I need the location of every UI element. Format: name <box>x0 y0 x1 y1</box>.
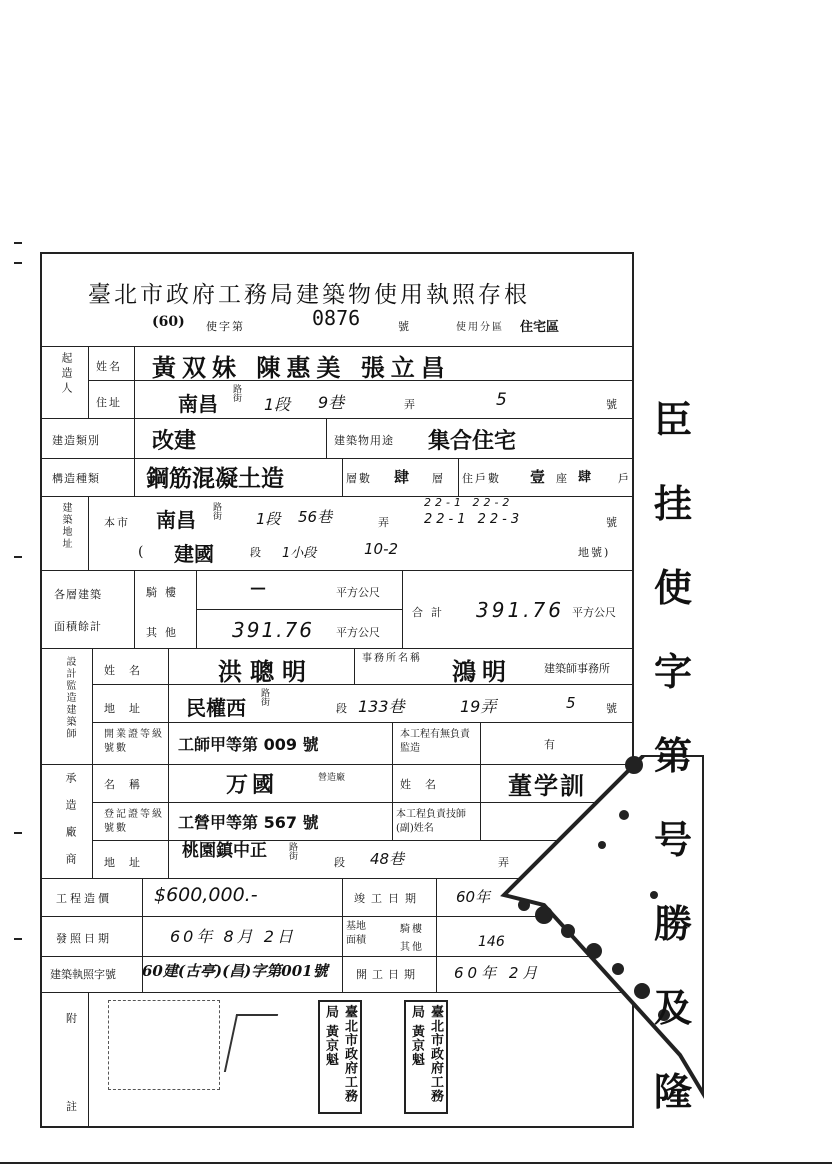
area-other-value: 391.76 <box>232 618 314 642</box>
structure-label: 構造種類 <box>52 472 100 485</box>
designer-office-suffix: 建築師事務所 <box>544 662 610 675</box>
designer-supervise-label: 本工程有無負責監造 <box>400 729 470 754</box>
designer-addr-road: 民權西 <box>186 696 246 720</box>
building-type-value: 改建 <box>152 428 197 454</box>
bleed-through-char: 使 <box>654 565 693 610</box>
rule <box>458 458 459 496</box>
rule <box>354 648 355 684</box>
structure-value: 鋼筋混凝土造 <box>146 465 284 492</box>
applicant-addr-alley: 弄 <box>404 398 417 411</box>
site-lot-district: 建國 <box>174 542 214 566</box>
contractor-addr-road-suffix: 路街 <box>287 842 297 860</box>
rule <box>92 648 93 878</box>
area-total-value: 391.76 <box>476 598 564 622</box>
bottom-rule <box>0 1162 832 1164</box>
applicant-addr-road: 南昌 <box>178 392 218 416</box>
start-date-label: 開工日期 <box>356 968 420 981</box>
start-date-value: 60年 2月 <box>454 964 542 982</box>
issue-label: 發照日期 <box>56 932 112 945</box>
households-label: 住戶數 <box>462 472 501 485</box>
site-lot-close: 地號) <box>578 546 611 559</box>
contractor-addr-section: 段 <box>334 856 347 869</box>
remarks-label-bottom: 註 <box>66 1100 79 1113</box>
site-road-suffix: 路街 <box>211 502 221 520</box>
contractor-person-value: 董学訓 <box>508 771 586 800</box>
contractor-name-label: 名稱 <box>104 778 154 791</box>
seal-box <box>108 1000 220 1090</box>
form-title: 臺北市政府工務局建築物使用執照存根 <box>88 282 530 308</box>
designer-addr-road-suffix: 路街 <box>259 688 269 706</box>
contractor-addr-value: 桃園鎮中正 <box>182 841 267 861</box>
site-lot-number: 10-2 <box>364 540 399 558</box>
designer-addr-alley: 19弄 <box>460 697 497 716</box>
applicant-section-label: 起造人 <box>60 352 73 397</box>
contractor-addr-alley: 弄 <box>498 856 511 869</box>
margin-tick <box>14 242 22 244</box>
rule <box>88 992 89 1126</box>
official-stamp-2: 臺北市政府工務局 黃京魁 <box>404 1000 448 1114</box>
contractor-reg-label: 登記證等級號數 <box>104 809 164 834</box>
building-type-label: 建造類別 <box>52 434 100 447</box>
designer-office-label: 事務所名稱 <box>362 653 422 664</box>
contractor-addr-label: 地址 <box>104 856 154 869</box>
rule <box>42 346 634 347</box>
license-number: 0876 <box>312 306 361 330</box>
contractor-addr-lane: 48巷 <box>370 850 405 868</box>
contractor-name-value: 万國 <box>226 772 279 798</box>
area-total-unit: 平方公尺 <box>572 606 616 619</box>
rule <box>134 570 135 648</box>
margin-tick <box>14 832 22 834</box>
rule <box>88 346 89 418</box>
base-other-label: 其他 <box>400 942 424 953</box>
rule <box>134 418 135 496</box>
bleed-through-char: 号 <box>654 817 693 862</box>
site-lot-section: 段 <box>250 546 263 559</box>
issue-value: 60年 8月 2日 <box>170 927 296 946</box>
site-lot-subsection: 1小段 <box>282 546 317 561</box>
area-arcade-value: — <box>250 578 266 597</box>
rule <box>92 684 634 685</box>
designer-office-value: 鴻明 <box>452 657 512 686</box>
permit-value: 60建(古亭)(昌)字第001號 <box>142 962 328 980</box>
bleed-through-char: 第 <box>654 733 693 778</box>
area-arcade-unit: 平方公尺 <box>336 586 380 599</box>
cost-label: 工程造價 <box>56 892 112 905</box>
designer-reg-value: 工師甲等第 009 號 <box>178 735 319 754</box>
area-total-label: 合計 <box>412 606 450 619</box>
rule <box>196 570 197 648</box>
bleed-through-text <box>654 378 704 1134</box>
zone-value: 住宅區 <box>520 320 560 335</box>
license-suffix: 號 <box>398 320 411 333</box>
year: (60) <box>152 314 185 330</box>
remarks-label-top: 附 <box>66 1012 79 1025</box>
rule <box>196 609 402 610</box>
rule <box>42 418 634 419</box>
rule <box>42 458 634 459</box>
cost-value: $600,000.- <box>154 884 258 906</box>
permit-label: 建築執照字號 <box>50 968 116 981</box>
designer-addr-section: 段 <box>336 702 349 715</box>
bleed-through-char: 字 <box>654 649 693 694</box>
area-other-label: 其他 <box>146 626 184 639</box>
site-no-suffix: 號 <box>606 516 619 529</box>
contractor-reg-value: 工營甲等第 567 號 <box>178 813 319 832</box>
households-value: 壹 <box>530 468 546 486</box>
official-stamp-1: 臺北市政府工務局 黃京魁 <box>318 1000 362 1114</box>
license-prefix: 使字第 <box>206 320 245 333</box>
designer-addr-no-suffix: 號 <box>606 702 619 715</box>
applicant-addr-road-suffix: 路街 <box>231 384 241 402</box>
site-section-label: 建築地址 <box>60 502 71 550</box>
designer-supervise-value: 有 <box>544 738 557 751</box>
margin-tick <box>14 938 22 940</box>
rule <box>88 496 89 570</box>
bleed-through-char: 挂 <box>654 481 693 526</box>
base-area-value: 146 <box>478 934 505 950</box>
site-section: 1段 <box>256 510 281 528</box>
applicant-addr-no-suffix: 號 <box>606 398 619 411</box>
rule <box>402 570 403 648</box>
building-use-value: 集合住宅 <box>428 428 517 454</box>
building-use-label: 建築物用途 <box>334 434 394 447</box>
rule <box>42 496 634 497</box>
applicant-name-label: 姓名 <box>96 360 122 373</box>
site-lane: 56巷 <box>298 508 333 526</box>
designer-addr-no: 5 <box>566 694 576 712</box>
rule <box>342 458 343 496</box>
contractor-person-label: 姓名 <box>400 778 450 791</box>
applicant-addr-label: 住址 <box>96 396 122 409</box>
rule <box>42 648 634 649</box>
base-area-label: 基地面積 <box>346 921 366 946</box>
applicant-addr-section: 1段 <box>264 395 291 414</box>
applicant-name-value: 黃双妹 陳惠美 張立昌 <box>152 353 451 382</box>
area-label-bottom: 面積餘計 <box>54 620 102 633</box>
contractor-engineer-label: 本工程負責技師(副)姓名 <box>396 809 466 834</box>
rule <box>168 648 169 878</box>
contractor-name-suffix: 營造廠 <box>318 773 346 783</box>
bleed-through-char: 及 <box>654 985 693 1030</box>
floors-unit: 層 <box>432 472 445 485</box>
margin-tick <box>14 556 22 558</box>
designer-addr-label: 地址 <box>104 702 154 715</box>
designer-addr-lane: 133巷 <box>358 697 405 716</box>
floors-label: 層數 <box>346 472 372 485</box>
bleed-through-char: 臣 <box>654 397 693 442</box>
applicant-addr-lane: 9巷 <box>318 393 345 412</box>
bleed-through-char: 隆 <box>654 1069 693 1114</box>
site-lot-open: ( <box>138 544 146 560</box>
margin-tick <box>14 262 22 264</box>
floors-value: 肆 <box>394 468 410 486</box>
area-other-unit: 平方公尺 <box>336 626 380 639</box>
base-arcade-label: 騎樓 <box>400 924 424 935</box>
designer-name-label: 姓名 <box>104 664 154 677</box>
rule <box>480 722 481 840</box>
area-arcade-label: 騎樓 <box>146 586 184 599</box>
rule <box>392 722 393 840</box>
zone-label: 使用分區 <box>456 322 504 333</box>
rule <box>342 878 343 992</box>
designer-name-value: 洪聰明 <box>218 657 314 686</box>
applicant-addr-no: 5 <box>496 390 507 410</box>
contractor-section-label: 承造廠商 <box>64 772 77 880</box>
area-label-top: 各層建築 <box>54 588 102 601</box>
rule <box>42 570 634 571</box>
households-unit: 座 <box>556 472 569 485</box>
completion-value: 60年 <box>456 888 491 906</box>
rule <box>134 346 135 418</box>
households-unit-2: 戶 <box>618 472 631 485</box>
site-numbers-top: 22-1 22-2 <box>424 496 514 509</box>
rule <box>92 722 634 723</box>
rule <box>326 418 327 458</box>
designer-section-label: 設計監造建築師 <box>64 656 75 740</box>
site-road: 南昌 <box>156 508 196 532</box>
rule <box>436 878 437 992</box>
designer-reg-label: 開業證等級號數 <box>104 729 164 754</box>
site-city-label: 本市 <box>104 516 130 529</box>
completion-label: 竣工日期 <box>354 892 422 905</box>
site-numbers-bottom: 22-1 22-3 <box>424 512 524 527</box>
households-value-2: 肆 <box>578 470 592 485</box>
site-alley: 弄 <box>378 516 391 529</box>
bleed-through-char: 勝 <box>654 901 693 946</box>
